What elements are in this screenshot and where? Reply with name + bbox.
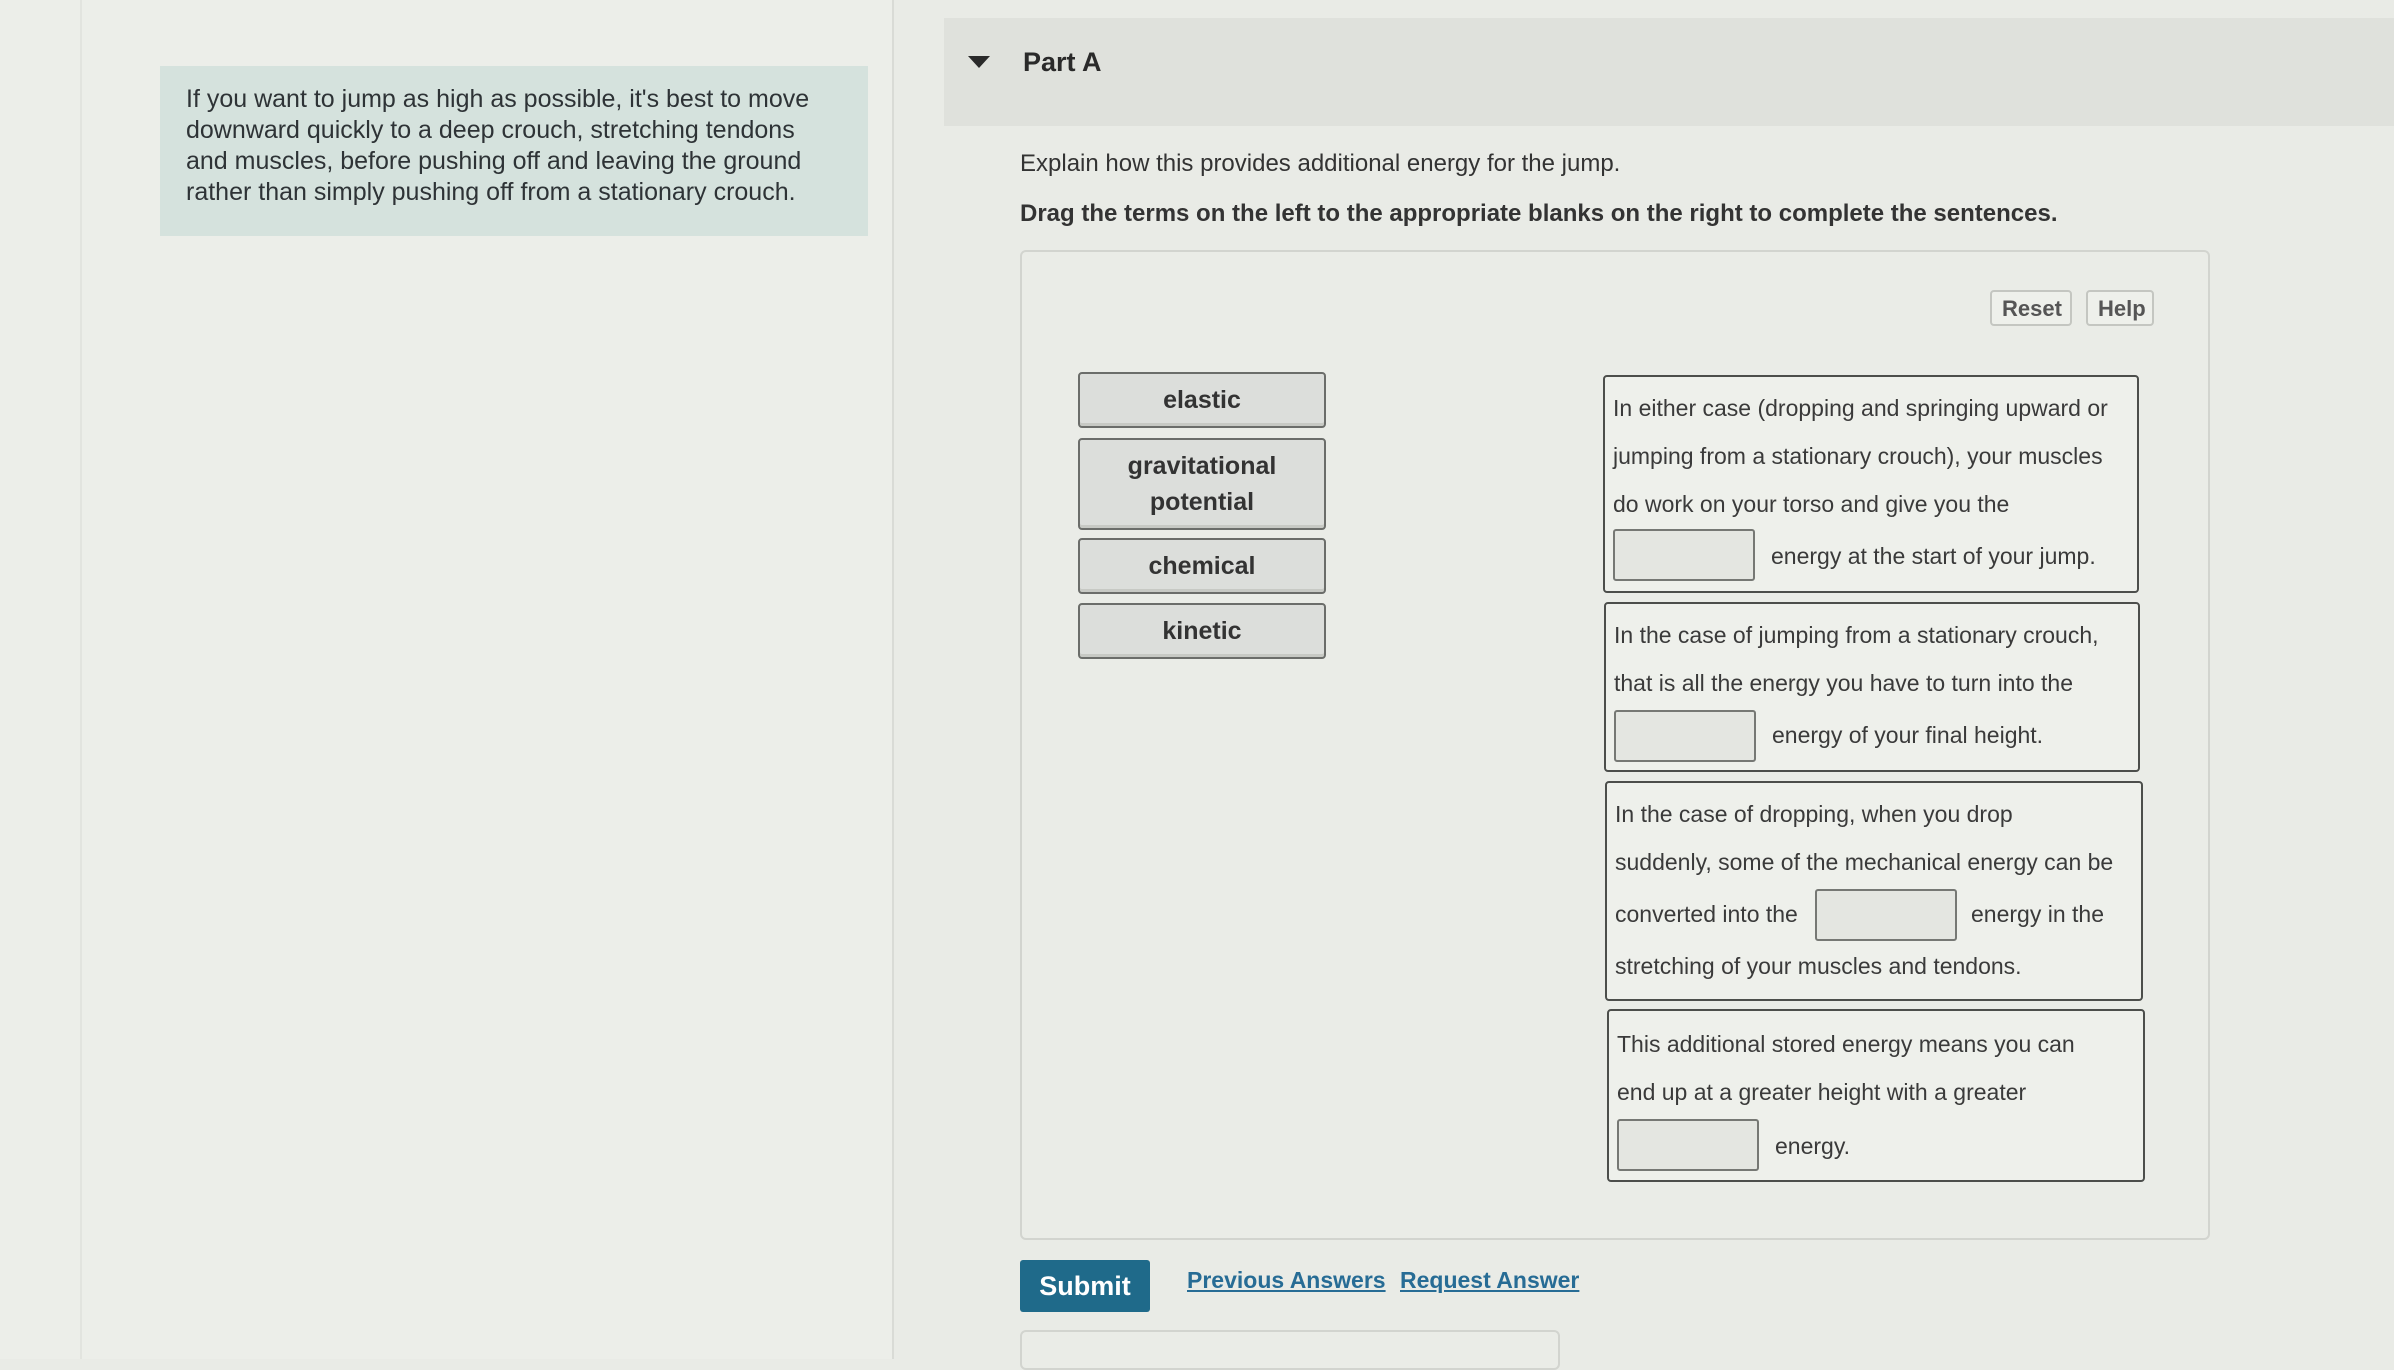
sentence-text: suddenly, some of the mechanical energy can be bbox=[1615, 849, 2114, 875]
term-label: chemical bbox=[1148, 552, 1256, 580]
term-label: elastic bbox=[1163, 386, 1241, 414]
term-gravitational-potential[interactable] bbox=[1078, 438, 1326, 530]
sentence-text: In the case of jumping from a stationary crouch, bbox=[1614, 622, 2099, 648]
term-label: potential bbox=[1149, 488, 1255, 516]
part-title: Part A bbox=[1023, 47, 1102, 77]
drop-blank-3[interactable] bbox=[1815, 889, 1957, 941]
drop-blank-4[interactable] bbox=[1617, 1119, 1759, 1171]
question-instruction: Drag the terms on the left to the appropriate blanks on the right to complete the sentences. bbox=[1020, 200, 2058, 227]
context-line: If you want to jump as high as possible, it's best to move bbox=[186, 85, 810, 113]
sentence-text: jumping from a stationary crouch), your muscles bbox=[1613, 443, 2103, 469]
left-divider bbox=[80, 0, 82, 1359]
term-label: kinetic bbox=[1162, 617, 1242, 645]
sentence-text: In the case of dropping, when you drop bbox=[1615, 801, 2013, 827]
sentence-text: stretching of your muscles and tendons. bbox=[1615, 953, 2022, 979]
next-section-box bbox=[1020, 1330, 1560, 1370]
sentence-text: do work on your torso and give you the bbox=[1613, 491, 2010, 517]
context-line: and muscles, before pushing off and leaving the ground bbox=[186, 147, 802, 175]
request-answer-link[interactable]: Request Answer bbox=[1400, 1267, 1580, 1293]
submit-button[interactable]: Submit bbox=[1020, 1260, 1150, 1312]
sentence-text: energy in the bbox=[1971, 901, 2104, 927]
sentence-text: This additional stored energy means you can bbox=[1617, 1031, 2075, 1057]
context-line: rather than simply pushing off from a stationary crouch. bbox=[186, 178, 796, 206]
question-prompt: Explain how this provides additional energy for the jump. bbox=[1020, 150, 1621, 177]
sentence-text: energy at the start of your jump. bbox=[1771, 543, 2096, 569]
sentence-box-4 bbox=[1607, 1009, 2145, 1182]
sentence-text: energy of your final height. bbox=[1772, 722, 2044, 748]
sentence-text: converted into the bbox=[1615, 901, 1798, 927]
drop-blank-2[interactable] bbox=[1614, 710, 1756, 762]
collapse-caret-icon[interactable] bbox=[968, 56, 990, 68]
sentence-text: end up at a greater height with a greater bbox=[1617, 1079, 2027, 1105]
reset-button[interactable]: Reset bbox=[1990, 290, 2072, 326]
term-chemical[interactable] bbox=[1078, 538, 1326, 594]
sentence-box-2 bbox=[1604, 602, 2140, 772]
sentence-box-1 bbox=[1603, 375, 2139, 593]
drop-blank-1[interactable] bbox=[1613, 529, 1755, 581]
context-line: downward quickly to a deep crouch, stretching tendons bbox=[186, 116, 795, 144]
part-header[interactable] bbox=[944, 18, 2394, 126]
term-kinetic[interactable] bbox=[1078, 603, 1326, 659]
help-button[interactable]: Help bbox=[2086, 290, 2154, 326]
sentence-text: energy. bbox=[1775, 1133, 1851, 1159]
sentence-text: In either case (dropping and springing upward or bbox=[1613, 395, 2108, 421]
term-elastic[interactable] bbox=[1078, 372, 1326, 428]
sentence-box-3 bbox=[1605, 781, 2143, 1001]
sentence-text: that is all the energy you have to turn into the bbox=[1614, 670, 2074, 696]
problem-context bbox=[160, 66, 868, 236]
term-label: gravitational bbox=[1127, 452, 1277, 480]
previous-answers-link[interactable]: Previous Answers bbox=[1187, 1267, 1386, 1293]
